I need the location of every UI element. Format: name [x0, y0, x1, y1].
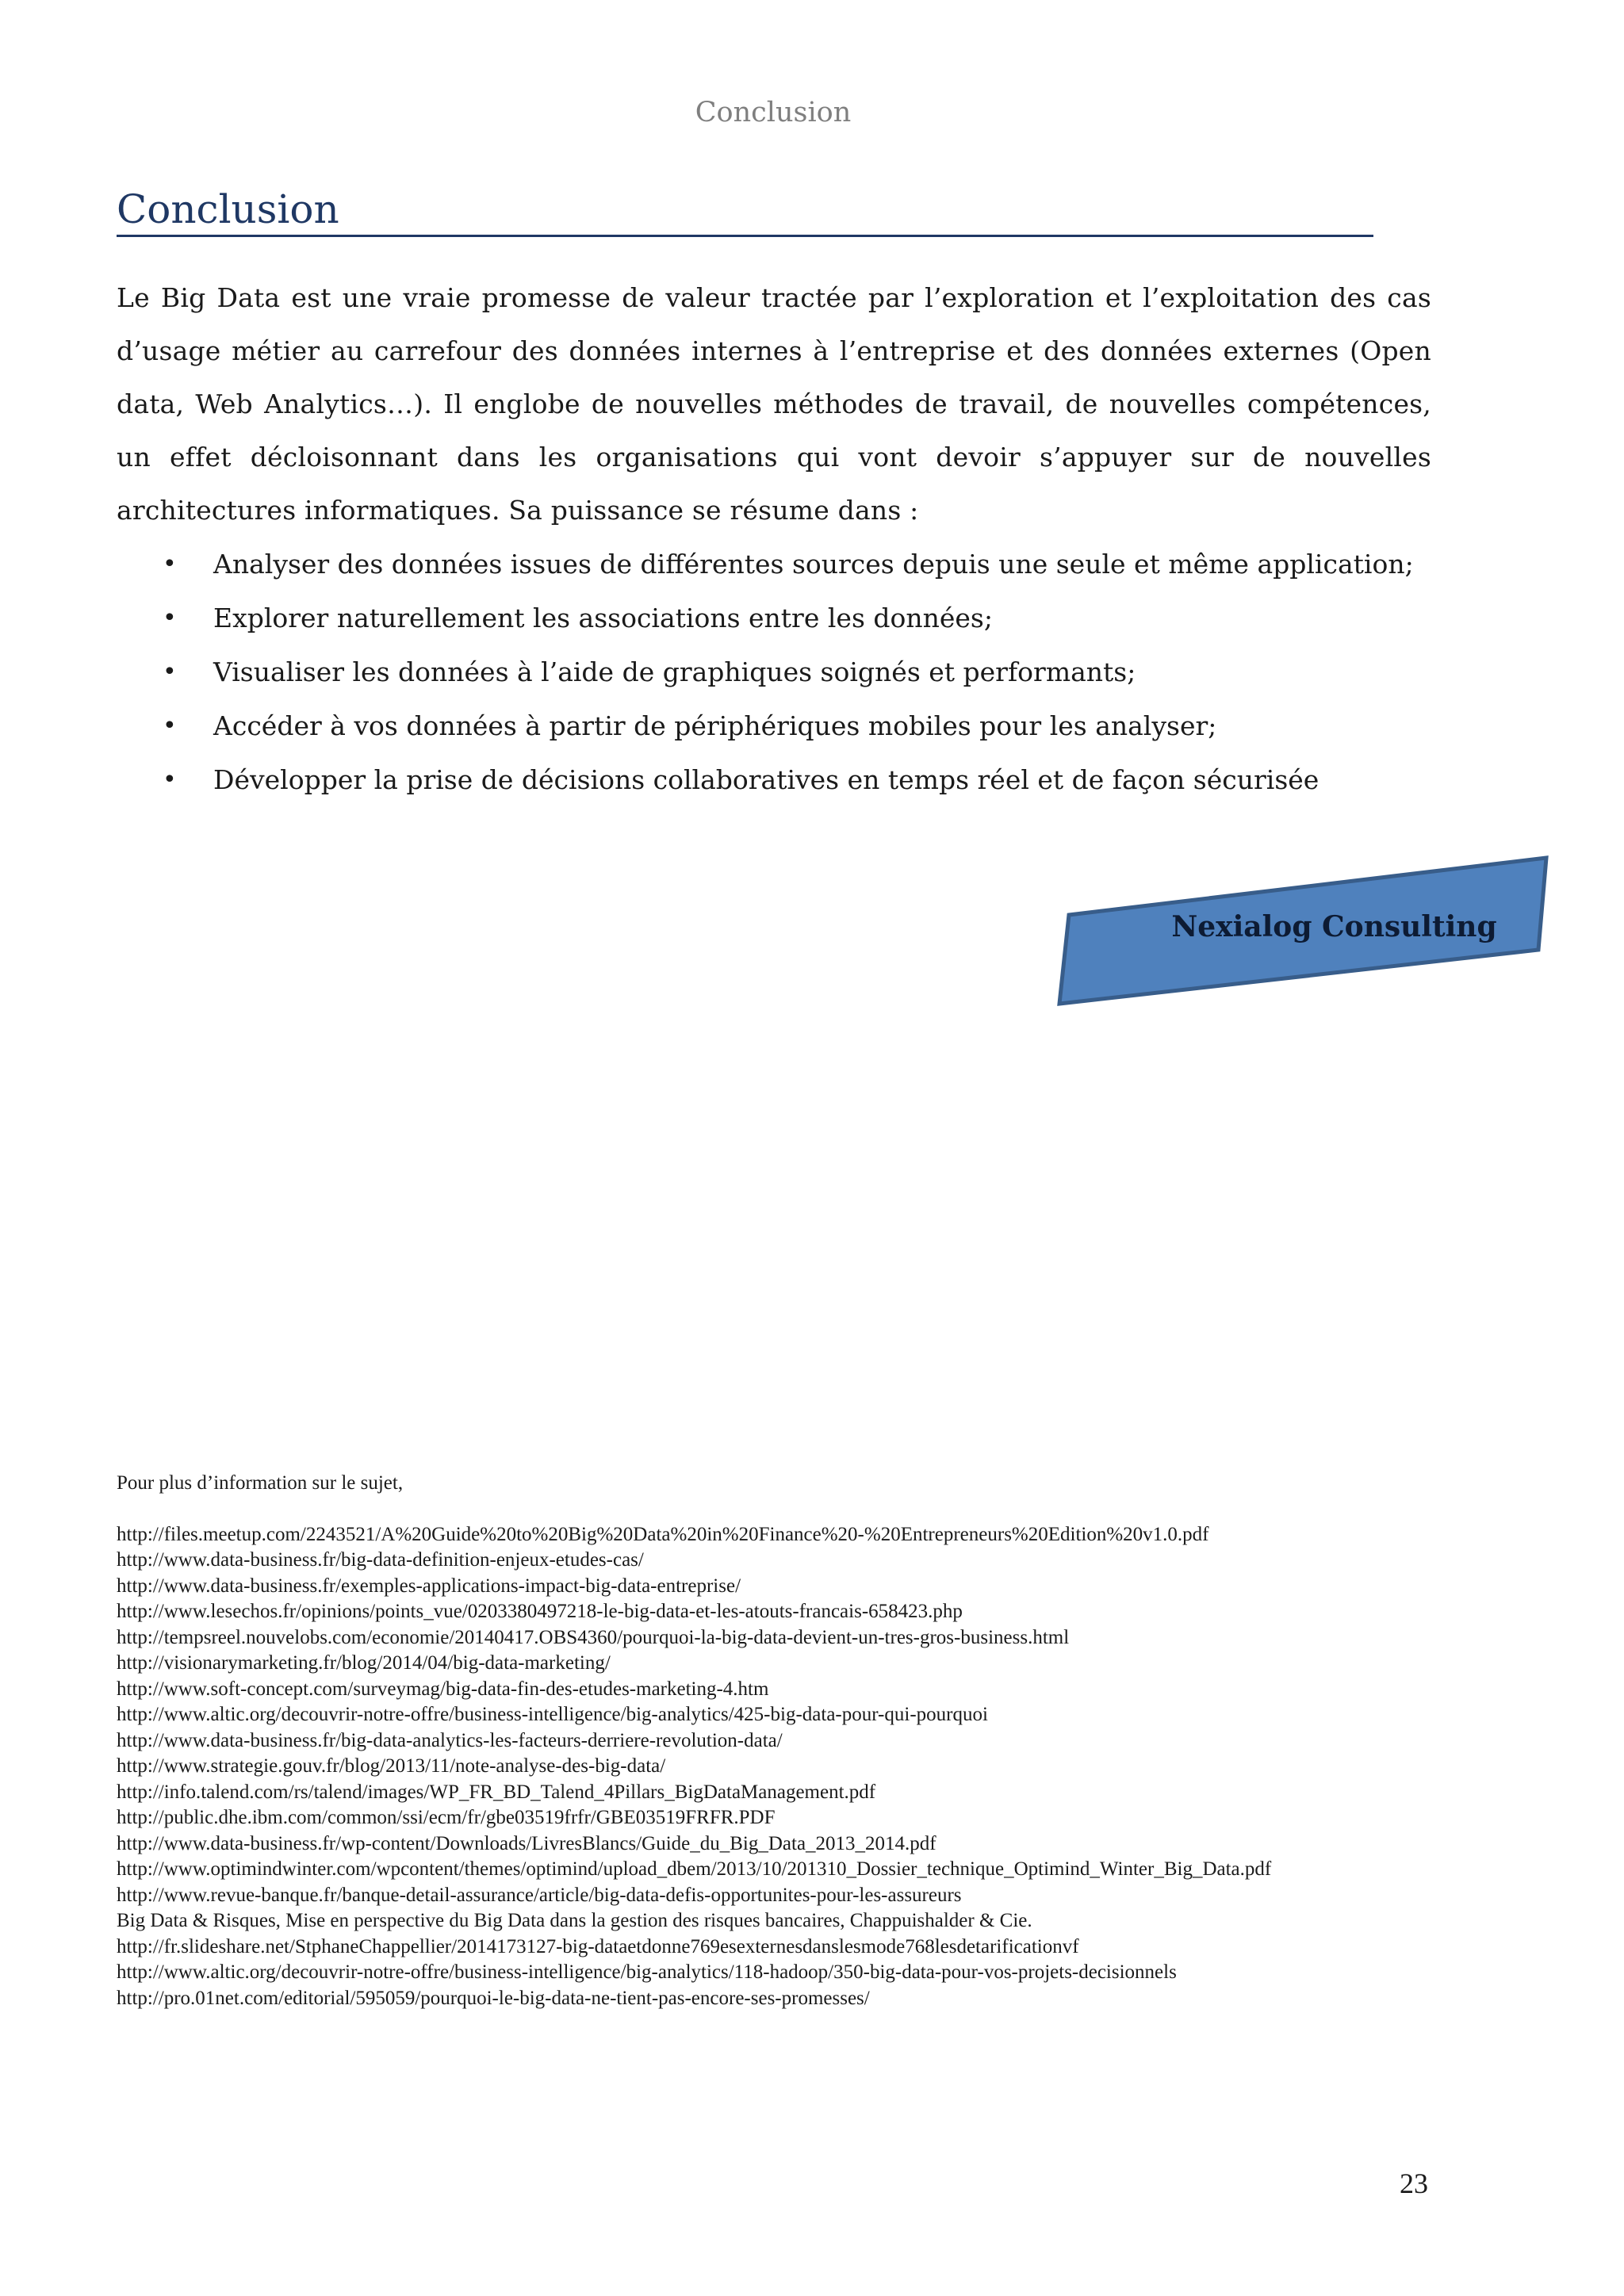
list-item [117, 645, 1465, 699]
list-item-text: Accéder à vos données à partir de périphériques mobiles pour les analyser; [213, 710, 1217, 741]
badge-label: Nexialog Consulting [1171, 910, 1497, 943]
list-item-text: Visualiser les données à l’aide de graphiques soignés et performants; [213, 656, 1136, 687]
reference-link[interactable]: http://www.revue-banque.fr/banque-detail-assurance/article/big-data-defis-opportunites-pour-les-assureurs [117, 1884, 962, 1906]
running-header: Conclusion [695, 97, 852, 128]
reference-link[interactable]: http://www.optimindwinter.com/wpcontent/themes/optimind/upload_dbem/2013/10/201310_Dossier_technique_Optimind_Winter_Big_Data.pdf [117, 1858, 1272, 1880]
reference-link[interactable]: http://visionarymarketing.fr/blog/2014/04/big-data-marketing/ [117, 1652, 611, 1674]
reference-link[interactable]: http://tempsreel.nouvelobs.com/economie/20140417.OBS4360/pourquoi-la-big-data-devient-un-tres-gros-business.html [117, 1626, 1070, 1648]
bullet-icon: • [163, 712, 177, 740]
reference-link[interactable]: http://www.strategie.gouv.fr/blog/2013/11/note-analyse-des-big-data/ [117, 1755, 666, 1777]
reference-link[interactable]: http://files.meetup.com/2243521/A%20Guide%20to%20Big%20Data%20in%20Finance%20-%20Entrepreneurs%20Edition%20v1.0.pdf [117, 1523, 1209, 1545]
reference-link[interactable]: http://www.data-business.fr/big-data-analytics-les-facteurs-derriere-revolution-data/ [117, 1729, 783, 1751]
references-intro: Pour plus d’information sur le sujet, [117, 1472, 404, 1494]
list-item [117, 591, 1465, 645]
list-item [117, 753, 1465, 807]
reference-link[interactable]: http://www.soft-concept.com/surveymag/big-data-fin-des-etudes-marketing-4.htm [117, 1678, 769, 1700]
list-item-text: Analyser des données issues de différentes sources depuis une seule et même application; [213, 549, 1414, 580]
reference-link[interactable]: http://fr.slideshare.net/StphaneChappellier/2014173127-big-dataetdonne769esexternesdanslesmode768lesdetarificationvf [117, 1935, 1079, 1957]
nexialog-badge [1055, 855, 1550, 1009]
reference-link[interactable]: http://www.altic.org/decouvrir-notre-offre/business-intelligence/big-analytics/425-big-data-pour-qui-pourquoi [117, 1704, 988, 1725]
section-title: Conclusion [117, 186, 339, 232]
bullet-list [117, 538, 1465, 807]
bullet-icon: • [163, 550, 177, 578]
list-item-text: Explorer naturellement les associations entre les données; [213, 603, 993, 633]
bullet-icon: • [163, 658, 177, 686]
reference-link[interactable]: http://www.altic.org/decouvrir-notre-offre/business-intelligence/big-analytics/118-hadoop/350-big-data-pour-vos-projets-decisionnels [117, 1961, 1177, 1983]
reference-link[interactable]: http://public.dhe.ibm.com/common/ssi/ecm/fr/gbe03519frfr/GBE03519FRFR.PDF [117, 1807, 776, 1828]
reference-link[interactable]: http://info.talend.com/rs/talend/images/WP_FR_BD_Talend_4Pillars_BigDataManagement.pdf [117, 1781, 876, 1803]
reference-link[interactable]: http://www.data-business.fr/wp-content/Downloads/LivresBlancs/Guide_du_Big_Data_2013_2014.pdf [117, 1832, 936, 1854]
list-item-text: Développer la prise de décisions collaboratives en temps réel et de façon sécurisée [213, 764, 1320, 795]
reference-link[interactable]: http://pro.01net.com/editorial/595059/pourquoi-le-big-data-ne-tient-pas-encore-ses-promesses/ [117, 1987, 870, 2009]
list-item [117, 538, 1465, 591]
bullet-icon: • [163, 766, 177, 794]
references-list [117, 1522, 1528, 2012]
reference-citation: Big Data & Risques, Mise en perspective du Big Data dans la gestion des risques bancaires, Chappuishalder & Cie. [117, 1910, 1032, 1931]
section-heading [117, 184, 1373, 237]
list-item [117, 699, 1465, 753]
intro-paragraph: Le Big Data est une vraie promesse de valeur tractée par l’exploration et l’exploitation des cas d’usage métier au carrefour des données internes à l’entreprise et des données externes (Open data, Web Analytics…). Il englobe de nouvelles méthodes de travail, de nouvelles compétences, un effet décloisonnant dans les organisations qui vont devoir s’appuyer sur de nouvelles architectures informatiques. Sa puissance se résume dans : [117, 282, 1431, 526]
reference-link[interactable]: http://www.data-business.fr/big-data-definition-enjeux-etudes-cas/ [117, 1549, 644, 1571]
reference-link[interactable]: http://www.data-business.fr/exemples-applications-impact-big-data-entreprise/ [117, 1575, 741, 1597]
bullet-icon: • [163, 604, 177, 632]
reference-link[interactable]: http://www.lesechos.fr/opinions/points_vue/0203380497218-le-big-data-et-les-atouts-francais-658423.php [117, 1601, 963, 1622]
references-section [117, 1471, 1528, 2011]
page-number: 23 [1400, 2168, 1428, 2199]
